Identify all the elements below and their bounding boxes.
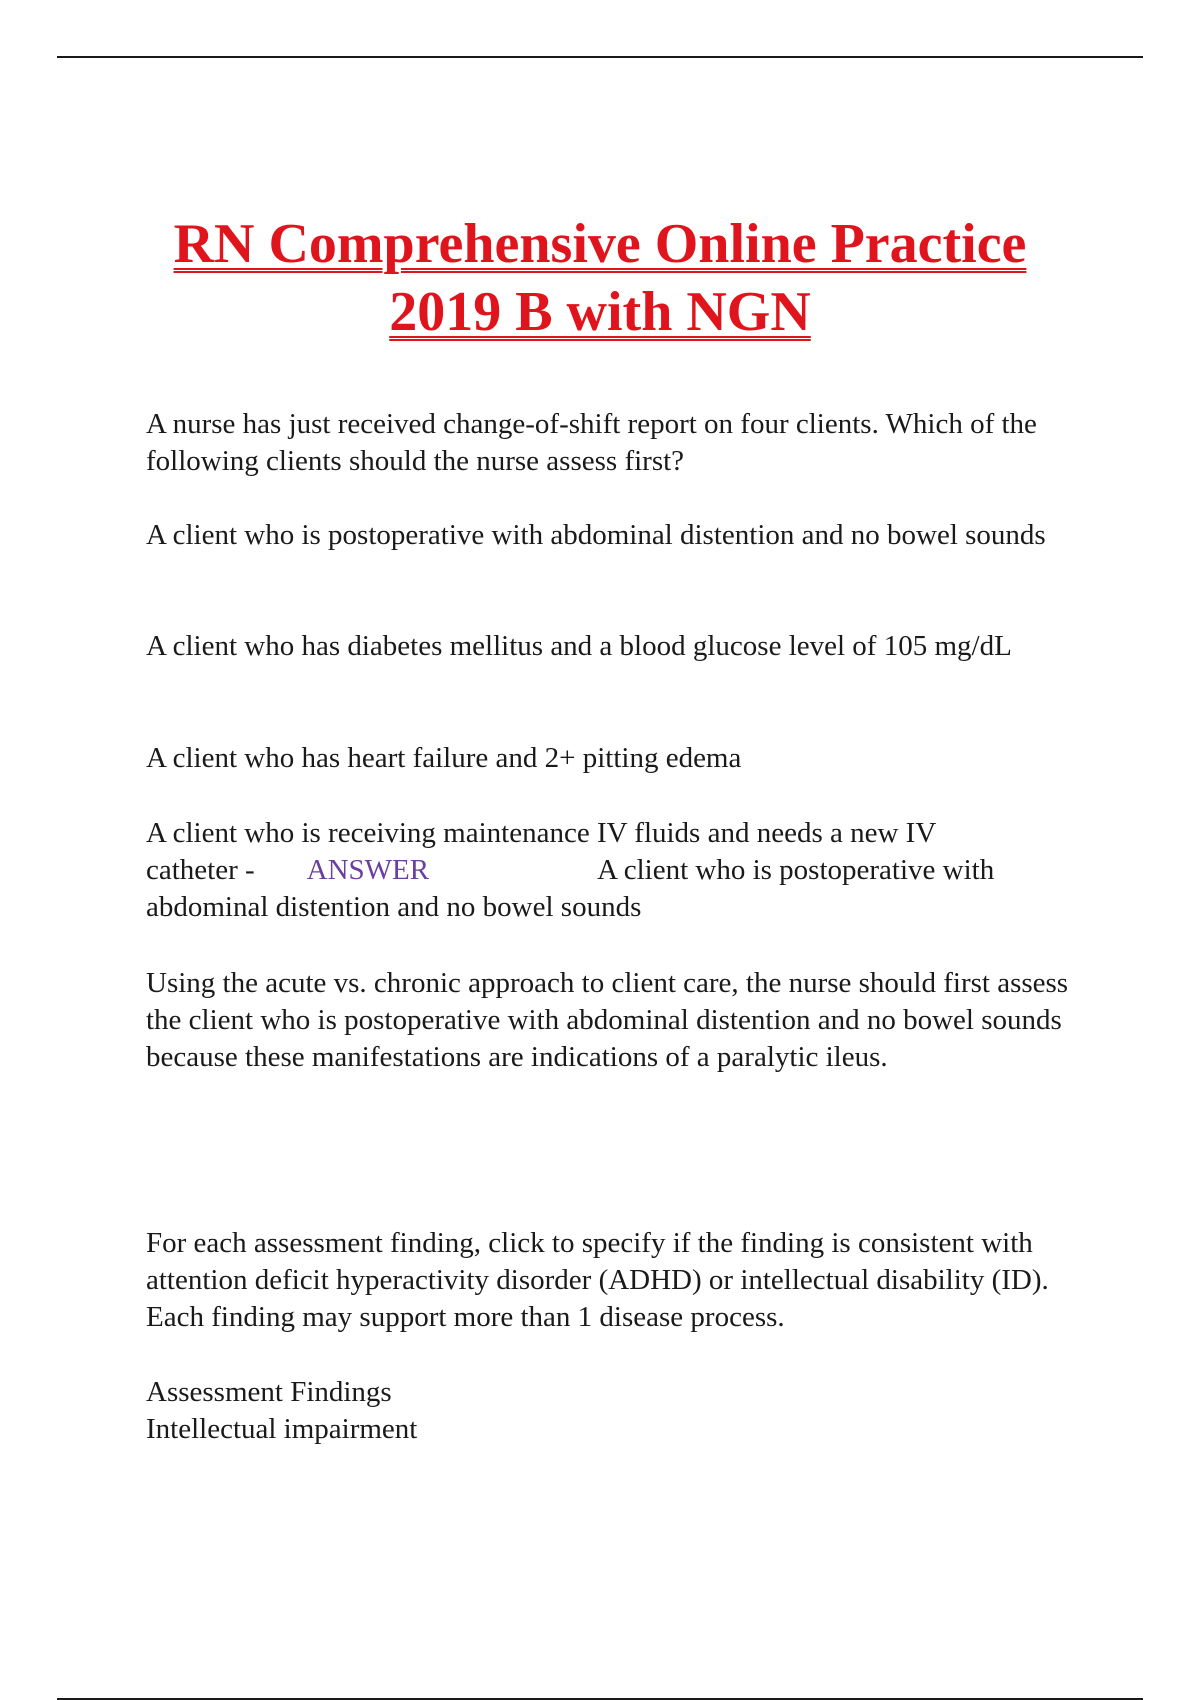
question-1-stem: A nurse has just received change-of-shift report on four clients. Which of the following clients should the nurse assess first?	[146, 408, 1037, 477]
option-4-prefix: catheter -	[146, 854, 255, 886]
findings-header: Assessment Findings	[146, 1376, 392, 1408]
question-1-option-1: A client who is postoperative with abdominal distention and no bowel sounds	[146, 519, 1046, 551]
question-1-option-3: A client who has heart failure and 2+ pitting edema	[146, 742, 742, 774]
answer-text-line-1: A client who is postoperative with	[597, 854, 995, 886]
top-rule	[57, 56, 1143, 58]
option-4-line-2	[146, 852, 1106, 889]
option-4-line-1: A client who is receiving maintenance IV fluids and needs a new IV	[146, 817, 937, 849]
question-1-option-4-with-answer	[146, 815, 1106, 926]
title-line-1: RN Comprehensive Online Practice	[173, 213, 1027, 275]
assessment-findings	[146, 1374, 1106, 1448]
question-2-stem: For each assessment finding, click to specify if the finding is consistent with attention deficit hyperactivity disorder (ADHD) or intellectual disability (ID). Each finding may support more than 1 disease process.	[146, 1227, 1049, 1333]
answer-text-line-2: abdominal distention and no bowel sounds	[146, 891, 642, 923]
question-1-rationale: Using the acute vs. chronic approach to client care, the nurse should first assess the client who is postoperative with abdominal distention and no bowel sounds because these manifestations are indications of a paralytic ileus.	[146, 967, 1069, 1073]
question-1-option-2: A client who has diabetes mellitus and a blood glucose level of 105 mg/dL	[146, 630, 1012, 662]
finding-intellectual-impairment: Intellectual impairment	[146, 1413, 418, 1445]
answer-label: ANSWER	[306, 854, 430, 886]
document-title	[0, 210, 1200, 346]
title-line-2: 2019 B with NGN	[389, 281, 811, 343]
